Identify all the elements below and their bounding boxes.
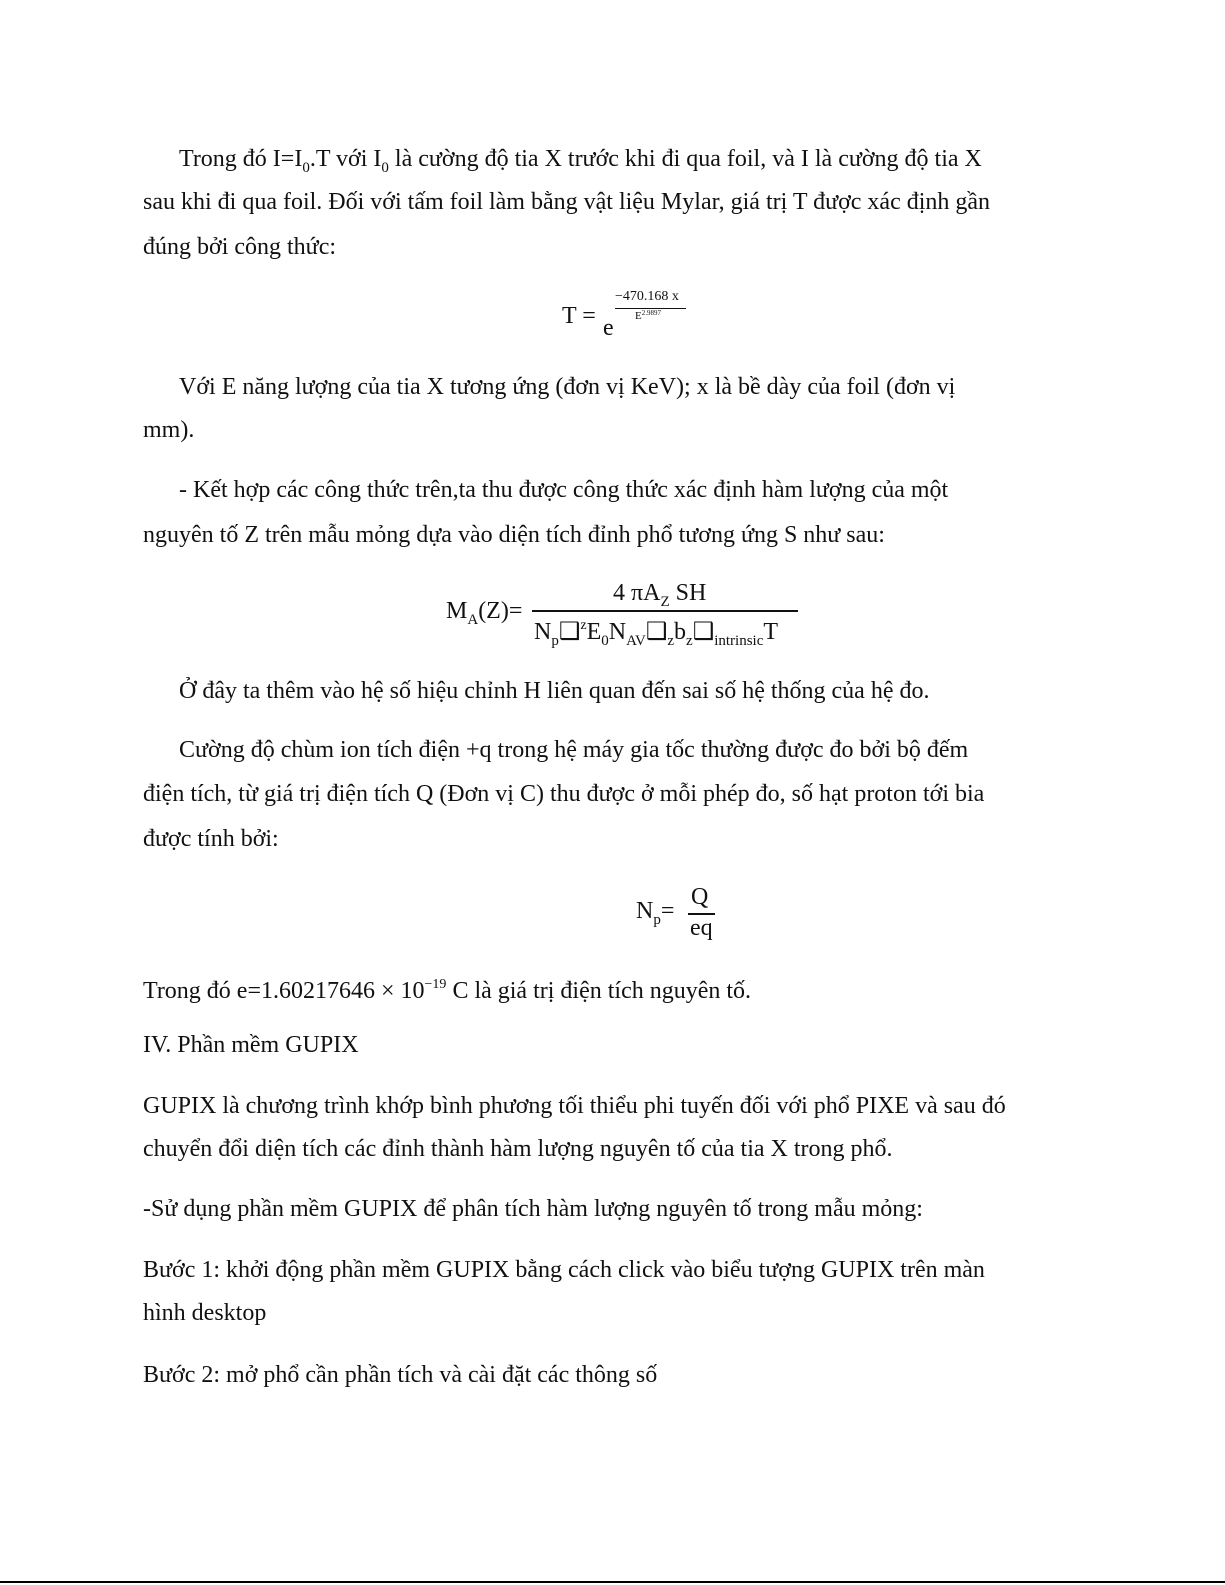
paragraph-line: được tính bởi: xyxy=(143,826,279,852)
paragraph-line: chuyển đổi diện tích các đỉnh thành hàm lượng nguyên tố của tia X trong phổ. xyxy=(143,1136,893,1162)
paragraph-line: GUPIX là chương trình khớp bình phương tối thiểu phi tuyến đối với phổ PIXE và sau đó xyxy=(143,1093,1006,1119)
paragraph-line: Cường độ chùm ion tích điện +q trong hệ máy gia tốc thường được đo bởi bộ đếm xyxy=(179,737,969,763)
paragraph-line: nguyên tố Z trên mẫu mỏng dựa vào diện tích đỉnh phổ tương ứng S như sau: xyxy=(143,522,885,548)
paragraph-line: -Sử dụng phần mềm GUPIX để phân tích hàm lượng nguyên tố trong mẫu mỏng: xyxy=(143,1196,923,1222)
paragraph-line: - Kết hợp các công thức trên,ta thu được công thức xác định hàm lượng của một xyxy=(179,477,949,503)
paragraph-line: Bước 1: khởi động phần mềm GUPIX bằng cách click vào biểu tượng GUPIX trên màn xyxy=(143,1257,985,1283)
page-bottom-divider xyxy=(0,1581,1225,1583)
paragraph-line: đúng bởi công thức: xyxy=(143,234,337,260)
paragraph-line: điện tích, từ giá trị điện tích Q (Đơn vị C) thu được ở mỗi phép đo, số hạt proton tới bia xyxy=(143,781,985,807)
paragraph-line: sau khi đi qua foil. Đối với tấm foil làm bằng vật liệu Mylar, giá trị T được xác định gần xyxy=(143,189,991,215)
document-page: Trong đó $I=I_0.T$ với $I_0$ là cường độ tia X trước khi đi qua foil, và I là cường độ tia X sau khi đi qua foil. Đối với tấm foil làm bằng vật liệu Mylar, giá trị T được xác định gần đúng bởi công thức: T = e −470.168 x $E^{2.9897}$ Với E năng lượng của tia X tương ứng (đơn vị KeV); x là bề dày của foil (đơn vị mm). - Kết hợp các công thức trên,ta thu được công thức xác định hàm lượng của một nguyên tố Z trên mẫu mỏng dựa vào diện tích đỉnh phổ tương ứng S như sau: $M_A(Z)=$ 4 $\pi A_Z$ SH $N_p❑^zE_0N_{AV}❑_zb_z❑_{intrinsic}T$ Ở đây ta thêm vào hệ số hiệu chỉnh H liên quan đến sai số hệ thống của hệ đo. Cường độ chùm ion tích điện +q trong hệ máy gia tốc thường được đo bởi bộ đếm điện tích, từ giá trị điện tích Q (Đơn vị C) thu được ở mỗi phép đo, số hạt proton tới bia được tính bởi: $N_p=$ Q eq Trong đó $e=1.60217646 \times 10^{-19}$ C là giá trị điện tích nguyên tố. IV. Phần mềm GUPIX GUPIX là chương trình khớp bình phương tối thiểu phi tuyến đối với phổ PIXE và sau đó chuyển đổi diện tích các đỉnh thành hàm lượng nguyên tố của tia X trong phổ. -Sử dụng phần mềm GUPIX để phân tích hàm lượng nguyên tố trong mẫu mỏng: Bước 1: khởi động phần mềm GUPIX bằng cách click vào biểu tượng GUPIX trên màn hình desktop Bước 2: mở phổ cần phần tích và cài đặt các thông số xyxy=(0,0,1225,1585)
paragraph-line: Trong đó $e=1.60217646 \times 10^{-19}$ C là giá trị điện tích nguyên tố. xyxy=(143,977,752,1004)
paragraph-line: Ở đây ta thêm vào hệ số hiệu chỉnh H liên quan đến sai số hệ thống của hệ đo. xyxy=(179,678,930,704)
paragraph-line: mm). xyxy=(143,417,195,443)
paragraph-line: Với E năng lượng của tia X tương ứng (đơn vị KeV); x là bề dày của foil (đơn vị xyxy=(179,374,956,400)
paragraph-line: hình desktop xyxy=(143,1300,267,1326)
section-heading: IV. Phần mềm GUPIX xyxy=(143,1032,359,1058)
paragraph-line: Trong đó $I=I_0.T$ với $I_0$ là cường độ tia X trước khi đi qua foil, và I là cường độ tia X xyxy=(179,146,982,176)
paragraph-line: Bước 2: mở phổ cần phần tích và cài đặt các thông số xyxy=(143,1362,658,1388)
